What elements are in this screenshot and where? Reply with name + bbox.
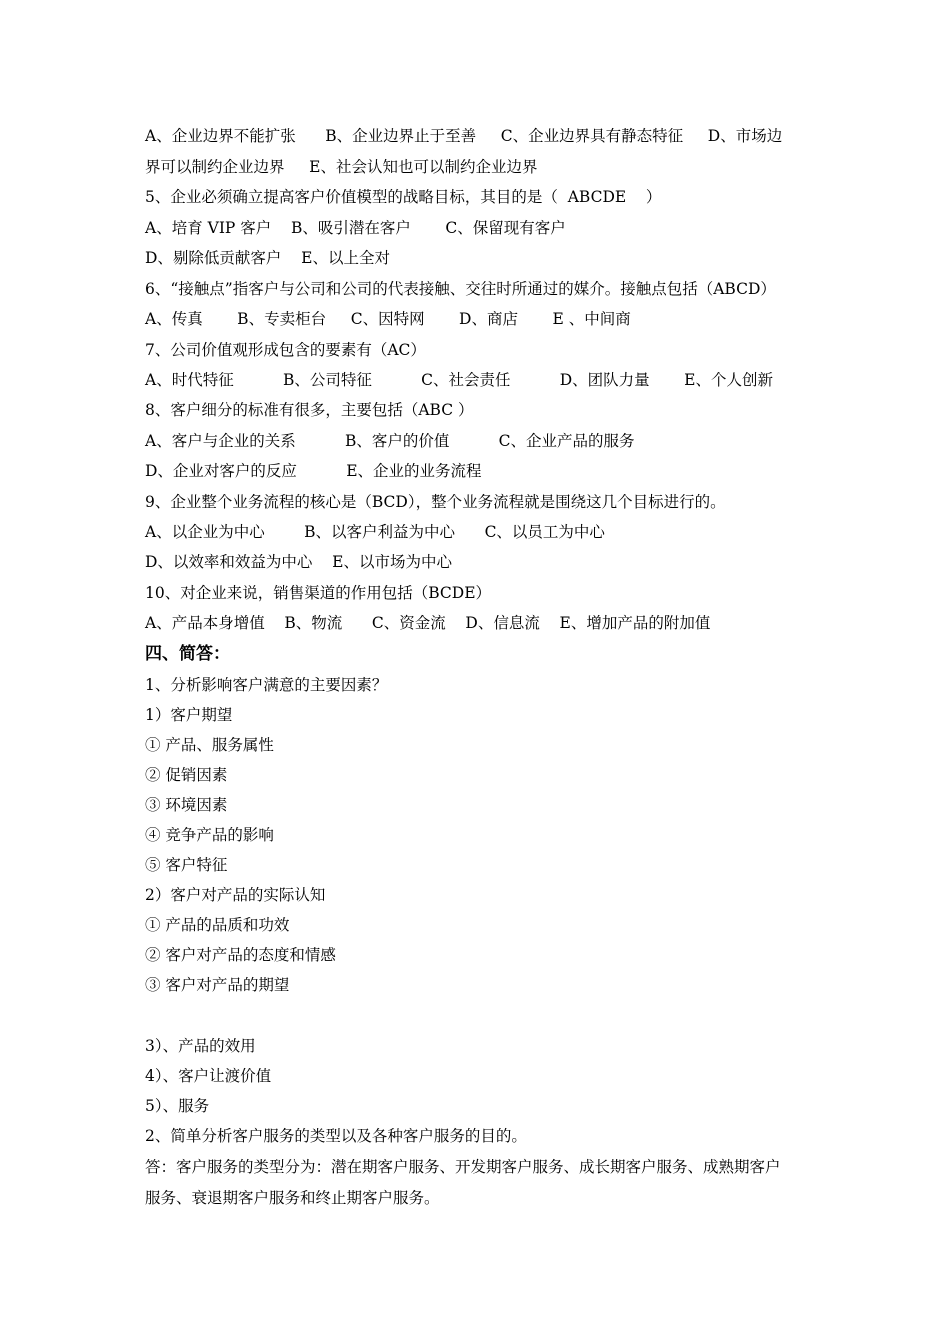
answer-line: 4）、客户让渡价值 [145,1067,272,1085]
question-line: 5、企业必须确立提高客户价值模型的战略目标，其目的是（ ABCDE ） [145,188,662,206]
question-line: 1、分析影响客户满意的主要因素？ [145,676,388,694]
option-line: D、剔除低贡献客户 E、以上全对 [145,249,390,267]
answer-line: ② 客户对产品的态度和情感 [145,946,336,964]
answer-line: ⑤ 客户特征 [145,856,228,874]
option-line: D、以效率和效益为中心 E、以市场为中心 [145,553,452,571]
option-line: A、培育 VIP 客户 B、吸引潜在客户 C、保留现有客户 [145,219,566,237]
answer-line: ③ 客户对产品的期望 [145,976,290,994]
answer-line: ① 产品、服务属性 [145,736,274,754]
answer-line: ③ 环境因素 [145,796,228,814]
answer-line: 2）客户对产品的实际认知 [145,886,326,904]
answer-line: 5）、服务 [145,1097,210,1115]
option-line: A、客户与企业的关系 B、客户的价值 C、企业产品的服务 [145,432,635,450]
answer-line: ④ 竞争产品的影响 [145,826,274,844]
option-line: A、企业边界不能扩张 B、企业边界止于至善 C、企业边界具有静态特征 D、市场边 [145,127,783,145]
question-line: 8、客户细分的标准有很多，主要包括（ABC ） [145,401,474,419]
question-line: 9、企业整个业务流程的核心是（BCD），整个业务流程就是围绕这几个目标进行的。 [145,493,726,511]
section-heading: 四、简答： [145,644,230,664]
answer-line: 1）客户期望 [145,706,233,724]
question-line: 6、“接触点”指客户与公司和公司的代表接触、交往时所通过的媒介。接触点包括（ABCD） [145,280,776,298]
answer-line: 3）、产品的效用 [145,1037,256,1055]
question-line: 7、公司价值观形成包含的要素有（AC） [145,341,426,359]
answer-line: ① 产品的品质和功效 [145,916,290,934]
answer-line: 服务、衰退期客户服务和终止期客户服务。 [145,1189,440,1207]
answer-line: 答：客户服务的类型分为：潜在期客户服务、开发期客户服务、成长期客户服务、成熟期客户 [145,1158,781,1176]
option-line: A、产品本身增值 B、物流 C、资金流 D、信息流 E、增加产品的附加值 [145,614,711,632]
option-line: A、以企业为中心 B、以客户利益为中心 C、以员工为中心 [145,523,605,541]
option-line: 界可以制约企业边界 E、社会认知也可以制约企业边界 [145,158,538,176]
option-line: D、企业对客户的反应 E、企业的业务流程 [145,462,482,480]
option-line: A、时代特征 B、公司特征 C、社会责任 D、团队力量 E、个人创新 [145,371,773,389]
question-line: 2、简单分析客户服务的类型以及各种客户服务的目的。 [145,1127,527,1145]
question-line: 10、对企业来说，销售渠道的作用包括（BCDE） [145,584,492,602]
answer-line: ② 促销因素 [145,766,228,784]
option-line: A、传真 B、专卖柜台 C、因特网 D、商店 E 、中间商 [145,310,631,328]
